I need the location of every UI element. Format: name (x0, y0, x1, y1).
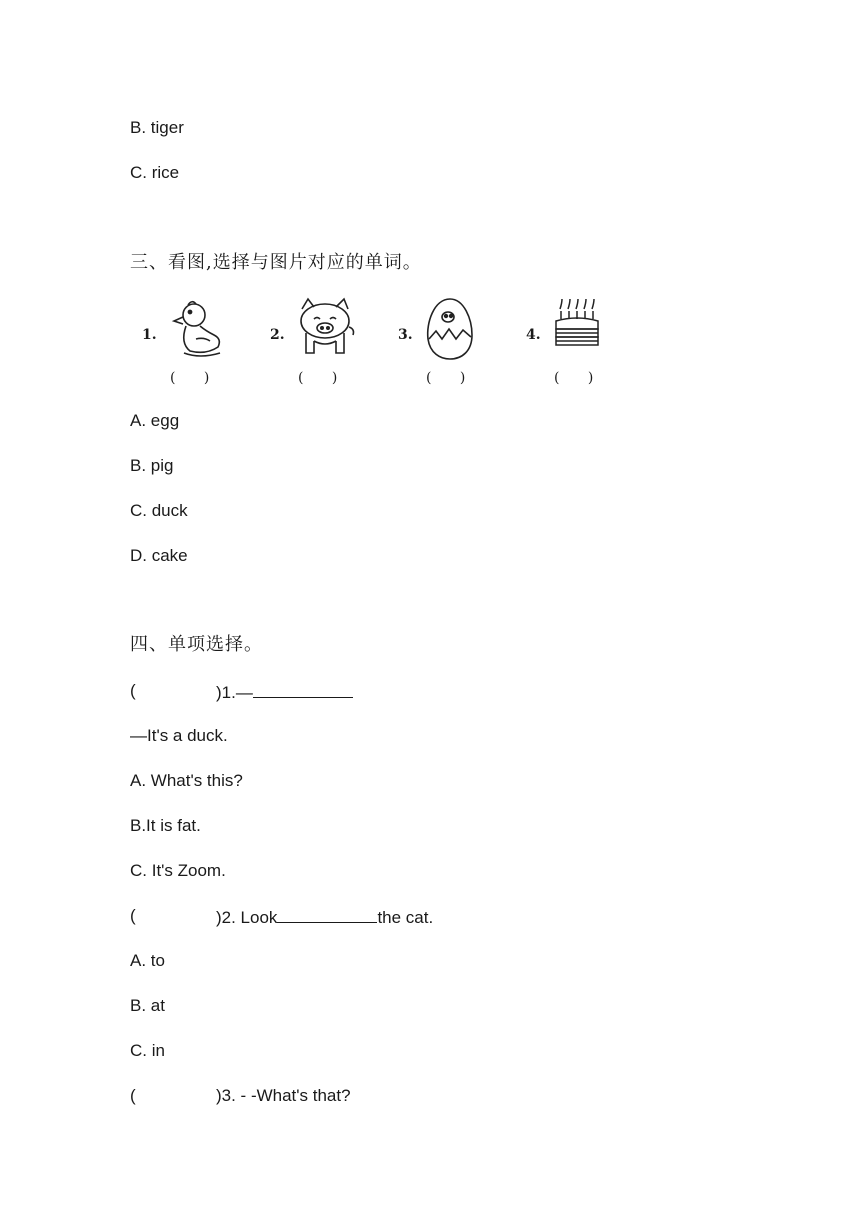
option-c-duck: C. duck (130, 501, 188, 520)
question-stem-text: )3. - -What's that? (216, 1086, 351, 1105)
answer-paren[interactable]: ( ) (298, 370, 338, 386)
question-2-option-a: A. to (130, 951, 165, 970)
question-1-reply: —It's a duck. (130, 726, 228, 745)
cake-icon (550, 295, 610, 365)
option-b-tiger: B. tiger (130, 118, 184, 137)
section-3-heading: 三、看图,选择与图片对应的单词。 (130, 252, 422, 273)
question-stem-text: )1.— (216, 683, 253, 702)
picture-number: 4. (526, 327, 541, 343)
option-d-cake: D. cake (130, 546, 188, 565)
answer-blank[interactable] (253, 680, 353, 698)
option-a-egg: A. egg (130, 411, 180, 430)
picture-number: 1. (142, 327, 157, 343)
question-1-option-c: C. It's Zoom. (130, 861, 226, 880)
answer-paren[interactable]: ( ) (170, 370, 210, 386)
picture-item-4 (514, 295, 614, 395)
answer-paren-open[interactable]: ( (130, 1086, 136, 1105)
question-stem-text: )2. Look (216, 908, 278, 927)
answer-paren[interactable]: ( ) (554, 370, 594, 386)
picture-number: 3. (398, 327, 413, 343)
question-1-option-b: B.It is fat. (130, 816, 201, 835)
question-2-option-b: B. at (130, 996, 165, 1015)
picture-item-3 (386, 295, 486, 395)
section-4-heading: 四、单项选择。 (130, 634, 263, 655)
pig-icon (294, 295, 360, 365)
picture-row (130, 295, 620, 395)
question-2-option-c: C. in (130, 1041, 165, 1060)
picture-number: 2. (270, 327, 285, 343)
answer-blank[interactable] (277, 905, 377, 923)
question-stem (216, 905, 433, 929)
option-b-pig: B. pig (130, 456, 174, 475)
option-c-rice: C. rice (130, 163, 180, 182)
question-stem (216, 680, 353, 704)
duck-icon (166, 295, 226, 365)
egg-icon (422, 295, 482, 365)
answer-paren-open[interactable]: ( (130, 906, 136, 925)
question-stem-tail: the cat. (377, 908, 434, 927)
picture-item-1 (130, 295, 230, 395)
answer-paren-open[interactable]: ( (130, 681, 136, 700)
question-1-option-a: A. What's this? (130, 771, 243, 790)
answer-paren[interactable]: ( ) (426, 370, 466, 386)
picture-item-2 (258, 295, 358, 395)
